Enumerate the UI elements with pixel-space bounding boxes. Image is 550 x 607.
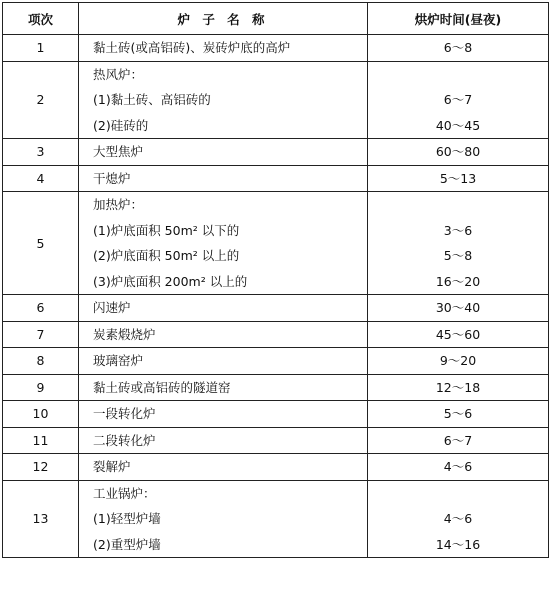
row-item-number: 9: [3, 374, 79, 401]
drying-period-line: 16～20: [435, 273, 481, 289]
drying-period-line: 45～60: [435, 326, 481, 342]
furnace-name-line: 黏土砖或高铝砖的隧道窑: [93, 379, 231, 395]
furnace-name-line: (1)黏土砖、高铝砖的: [93, 92, 211, 107]
row-furnace-name: [79, 35, 368, 62]
row-furnace-name: [79, 480, 368, 558]
row-item-number: 7: [3, 321, 79, 348]
table-row: [3, 139, 549, 166]
furnace-name-line: 热风炉：: [93, 66, 144, 82]
row-item-number: 10: [3, 401, 79, 428]
furnace-name-line: 闪速炉: [93, 300, 131, 315]
table-row: [3, 374, 549, 401]
row-furnace-name: [79, 165, 368, 192]
drying-period-line: 60～80: [435, 144, 481, 159]
drying-period-line: 6～8: [443, 40, 473, 55]
drying-period-line: 5～13: [439, 170, 477, 186]
furnace-name-line: (1)炉底面积 50m² 以下的: [93, 222, 240, 238]
drying-period-line: 40～45: [435, 117, 481, 133]
row-drying-period: [368, 61, 549, 139]
row-drying-period: [368, 427, 549, 454]
row-item-number: 1: [3, 35, 79, 62]
row-furnace-name: [79, 401, 368, 428]
drying-period-line: 4～6: [443, 511, 473, 526]
drying-period-line: 9～20: [439, 353, 477, 368]
drying-period-line: 6～7: [443, 432, 473, 448]
furnace-name-line: (3)炉底面积 200m² 以上的: [93, 273, 248, 289]
drying-period-line: [368, 62, 548, 88]
table-row: [3, 401, 549, 428]
row-furnace-name: [79, 427, 368, 454]
table-row: [3, 165, 549, 192]
drying-period-line: 4～6: [443, 459, 473, 474]
table-row: [3, 35, 549, 62]
row-drying-period: [368, 374, 549, 401]
drying-period-line: 6～7: [443, 92, 473, 107]
table-body: [3, 35, 549, 558]
table-row: [3, 454, 549, 481]
table-row: [3, 321, 549, 348]
table-row: [3, 192, 549, 295]
drying-period-line: 5～8: [443, 248, 473, 263]
drying-period-line: 5～6: [443, 406, 473, 421]
row-drying-period: [368, 348, 549, 375]
row-drying-period: [368, 139, 549, 166]
row-furnace-name: [79, 139, 368, 166]
drying-period-line: [368, 192, 548, 218]
furnace-name-line: 干熄炉: [93, 170, 131, 186]
row-item-number: 2: [3, 61, 79, 139]
header-drying-period: 烘炉时间(昼夜): [368, 3, 549, 35]
row-drying-period: [368, 295, 549, 322]
furnace-name-line: (2)硅砖的: [93, 117, 149, 133]
furnace-name-line: 黏土砖(或高铝砖)、炭砖炉底的高炉: [93, 40, 291, 55]
furnace-name-line: 炭素煅烧炉: [93, 326, 156, 342]
row-drying-period: [368, 192, 549, 295]
row-furnace-name: [79, 374, 368, 401]
furnace-name-line: (2)重型炉墙: [93, 536, 161, 552]
table-row: [3, 427, 549, 454]
row-furnace-name: [79, 348, 368, 375]
drying-period-line: [368, 481, 548, 507]
furnace-name-line: (1)轻型炉墙: [93, 511, 161, 526]
furnace-name-line: 二段转化炉: [93, 432, 156, 448]
row-item-number: 13: [3, 480, 79, 558]
row-furnace-name: [79, 454, 368, 481]
row-item-number: 5: [3, 192, 79, 295]
row-furnace-name: [79, 192, 368, 295]
table-row: [3, 348, 549, 375]
row-drying-period: [368, 35, 549, 62]
row-item-number: 12: [3, 454, 79, 481]
furnace-name-line: 裂解炉: [93, 459, 131, 474]
row-item-number: 11: [3, 427, 79, 454]
drying-period-line: 14～16: [435, 536, 481, 552]
row-drying-period: [368, 401, 549, 428]
row-drying-period: [368, 321, 549, 348]
row-furnace-name: [79, 321, 368, 348]
table-row: [3, 480, 549, 558]
header-furnace-name: 炉 子 名 称: [79, 3, 368, 35]
furnace-name-line: 加热炉：: [93, 197, 144, 212]
row-drying-period: [368, 480, 549, 558]
drying-period-line: 3～6: [443, 222, 473, 238]
furnace-name-line: 玻璃窑炉: [93, 353, 144, 368]
row-item-number: 8: [3, 348, 79, 375]
row-item-number: 3: [3, 139, 79, 166]
header-item-no: 项次: [3, 3, 79, 35]
row-furnace-name: [79, 61, 368, 139]
furnace-name-line: (2)炉底面积 50m² 以上的: [93, 248, 240, 263]
row-drying-period: [368, 165, 549, 192]
drying-period-line: 30～40: [435, 300, 481, 315]
furnace-drying-table: [2, 2, 549, 558]
furnace-name-line: 一段转化炉: [93, 406, 156, 421]
header-row: [3, 3, 549, 35]
furnace-name-line: 工业锅炉：: [93, 485, 156, 501]
row-furnace-name: [79, 295, 368, 322]
row-item-number: 6: [3, 295, 79, 322]
table-row: [3, 295, 549, 322]
table-row: [3, 61, 549, 139]
row-drying-period: [368, 454, 549, 481]
furnace-name-line: 大型焦炉: [93, 144, 144, 159]
row-item-number: 4: [3, 165, 79, 192]
drying-period-line: 12～18: [435, 379, 481, 395]
